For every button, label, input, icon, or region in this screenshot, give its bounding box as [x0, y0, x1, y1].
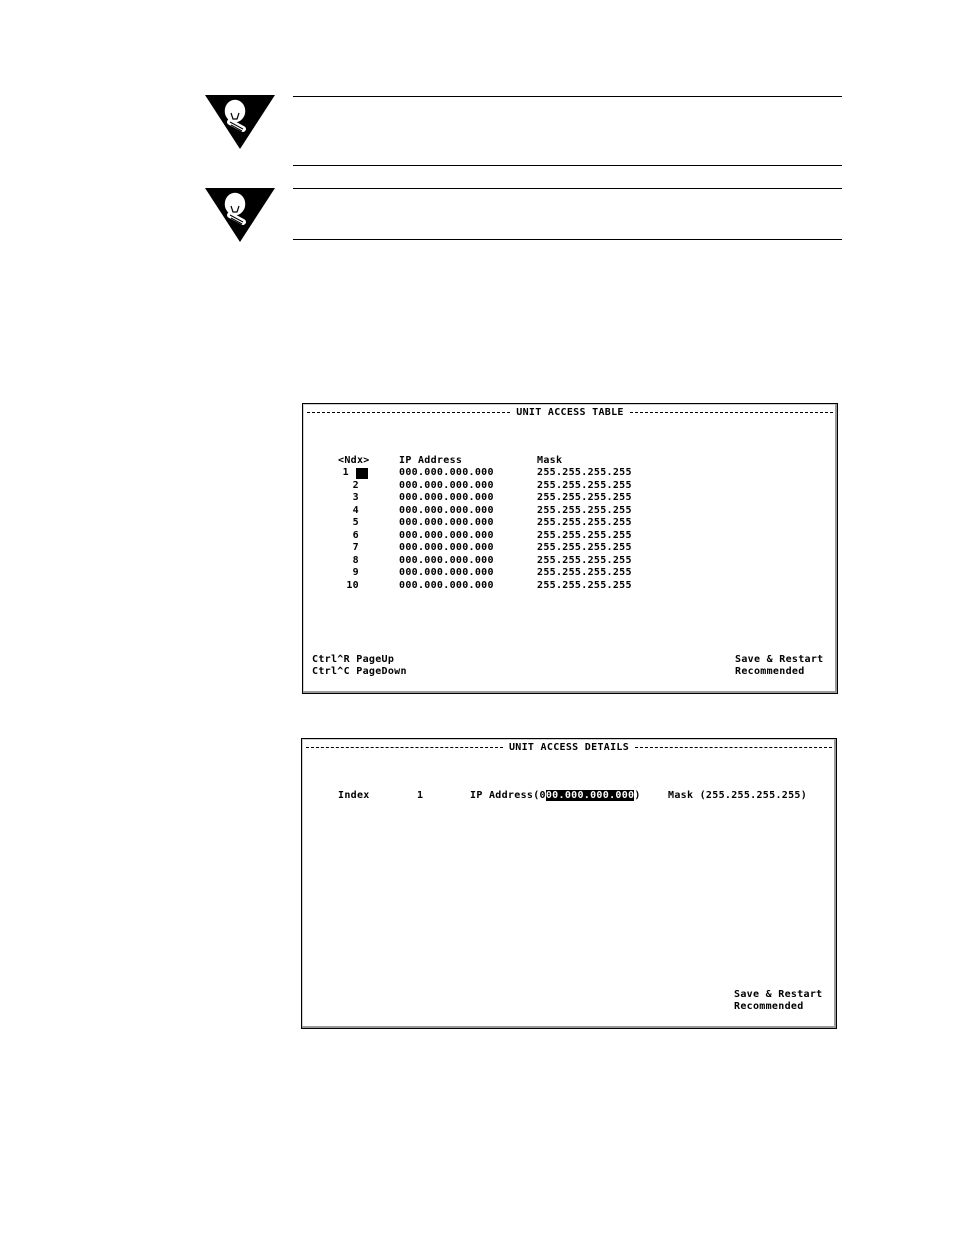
table-row-index[interactable]: 10: [346, 579, 359, 591]
save-restart-hint: Save & Restart: [734, 989, 823, 1000]
selection-cursor: [356, 468, 368, 479]
screen-title: UNIT ACCESS TABLE: [516, 406, 624, 418]
index-label: Index: [338, 790, 370, 801]
recommended-hint: Recommended: [734, 1001, 804, 1012]
table-cell-mask: 255.255.255.255: [537, 567, 632, 578]
tip-rule-top: [293, 96, 842, 97]
table-cell-ip-address: 000.000.000.000: [399, 504, 494, 516]
table-cell-mask: 255.255.255.255: [537, 579, 632, 591]
table-row-index[interactable]: 2: [352, 479, 359, 491]
column-header-mask: Mask: [537, 455, 563, 466]
table-cell-ip-address: 000.000.000.000: [399, 517, 494, 528]
table-cell-ip-address: 000.000.000.000: [399, 529, 494, 541]
lightbulb-icon: [205, 95, 275, 157]
ip-address-first-char: 0: [539, 790, 546, 801]
table-row-index[interactable]: 7: [352, 542, 359, 553]
table-row-index[interactable]: 3: [352, 492, 359, 503]
table-cell-mask: 255.255.255.255: [537, 542, 632, 553]
column-header-ip-address: IP Address: [399, 455, 463, 466]
index-value: 1: [417, 790, 424, 801]
table-row-index[interactable]: 4: [352, 504, 359, 516]
table-cell-ip-address: 000.000.000.000: [399, 467, 494, 478]
table-cell-mask: 255.255.255.255: [537, 517, 632, 528]
table-cell-ip-address: 000.000.000.000: [399, 492, 494, 503]
table-cell-mask: 255.255.255.255: [537, 529, 632, 541]
table-cell-ip-address: 000.000.000.000: [399, 567, 494, 578]
tip-rule-bottom: [293, 165, 842, 166]
screen-title-bar: [306, 741, 832, 753]
table-cell-ip-address: 000.000.000.000: [399, 579, 494, 591]
pagedown-hint: Ctrl^C PageDown: [312, 666, 407, 677]
pageup-hint: Ctrl^R PageUp: [312, 654, 395, 665]
table-row-index[interactable]: 6: [352, 529, 359, 541]
ip-address-close: ): [634, 790, 641, 801]
screen-title: UNIT ACCESS DETAILS: [508, 741, 630, 753]
table-cell-mask: 255.255.255.255: [537, 467, 632, 478]
tip-rule-bottom: [293, 239, 842, 240]
unit-access-details-screen: [301, 738, 837, 1029]
table-cell-ip-address: 000.000.000.000: [399, 542, 494, 553]
save-restart-hint: Save & Restart: [735, 654, 824, 665]
lightbulb-icon: [205, 188, 275, 250]
column-header-ndx: <Ndx>: [338, 455, 370, 466]
ip-address-label: IP Address(: [470, 790, 540, 801]
unit-access-table-screen: [302, 403, 838, 694]
table-cell-ip-address: 000.000.000.000: [399, 554, 494, 566]
table-cell-mask: 255.255.255.255: [537, 479, 632, 491]
table-row-index[interactable]: 8: [352, 554, 359, 566]
recommended-hint: Recommended: [735, 666, 805, 677]
table-row-index[interactable]: 9: [352, 567, 359, 578]
ip-address-field[interactable]: [470, 790, 641, 802]
table-row-index[interactable]: 1: [342, 467, 349, 478]
tip-rule-top: [293, 188, 842, 189]
ip-address-selected-text[interactable]: 00.000.000.000: [545, 790, 635, 801]
table-cell-mask: 255.255.255.255: [537, 492, 632, 503]
screen-title-bar: [307, 406, 833, 418]
table-cell-mask: 255.255.255.255: [537, 504, 632, 516]
table-row-index[interactable]: 5: [352, 517, 359, 528]
table-cell-mask: 255.255.255.255: [537, 554, 632, 566]
mask-field: Mask (255.255.255.255): [668, 790, 808, 801]
table-cell-ip-address: 000.000.000.000: [399, 479, 494, 491]
